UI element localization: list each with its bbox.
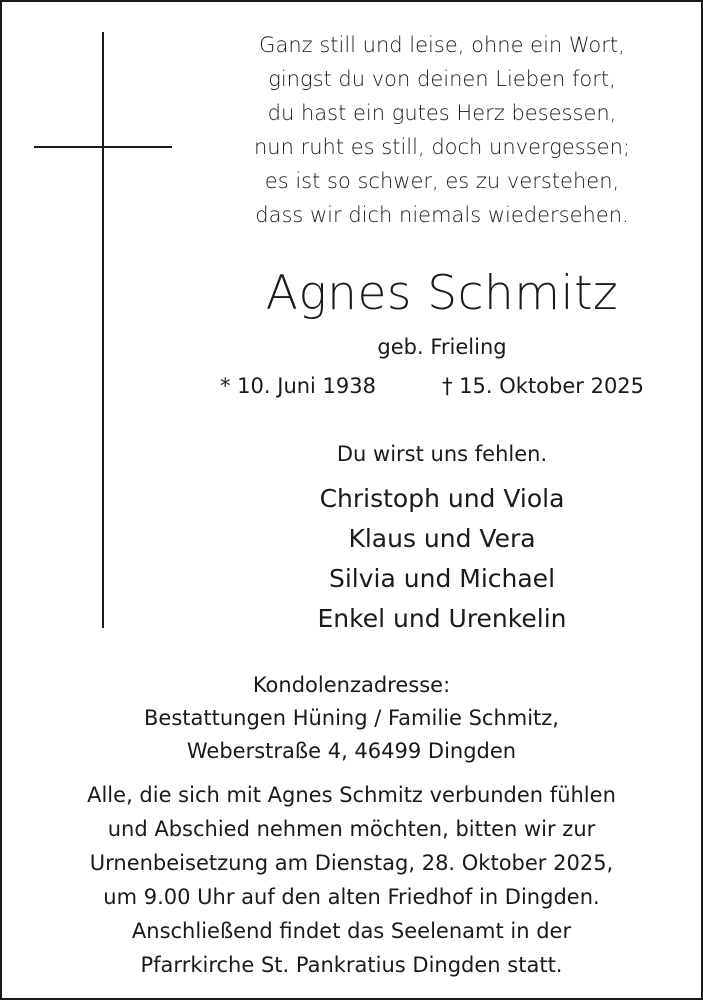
notice-line: Pfarrkirche St. Pankratius Dingden statt. — [140, 953, 563, 977]
mourner-entry: Silvia und Michael — [328, 564, 556, 593]
mourner-entry: Enkel und Urenkelin — [317, 604, 567, 633]
notice-line: Alle, die sich mit Agnes Schmitz verbunden fühlen — [87, 783, 616, 807]
condolence-line: Kondolenzadresse: — [252, 673, 451, 697]
poem-line: gingst du von deinen Lieben fort, — [268, 67, 616, 91]
funeral-notice — [2, 778, 701, 982]
notice-line: Anschließend findet das Seelenamt in der — [131, 919, 572, 943]
poem-line: es ist so schwer, es zu verstehen, — [264, 169, 620, 193]
mourner-entry: Klaus und Vera — [348, 524, 536, 553]
cross-icon-vertical-bar — [102, 32, 104, 628]
poem-line: du hast ein gutes Herz besessen, — [267, 101, 617, 125]
poem-line: dass wir dich niemals wiedersehen. — [255, 203, 629, 227]
maiden-name: geb. Frieling — [377, 335, 507, 359]
poem-line: Ganz still und leise, ohne ein Wort, — [259, 33, 625, 57]
deceased-name: Agnes Schmitz — [265, 266, 619, 321]
mourner-entry: Christoph und Viola — [319, 484, 565, 513]
notice-line: und Abschied nehmen möchten, bitten wir zur — [107, 817, 596, 841]
condolence-line: Weberstraße 4, 46499 Dingden — [186, 739, 517, 763]
condolence-address — [2, 669, 701, 768]
poem — [217, 28, 667, 232]
poem-line: nun ruht es still, doch unvergessen; — [254, 135, 630, 159]
death-date: † 15. Oktober 2025 — [442, 374, 645, 398]
notice-line: Urnenbeisetzung am Dienstag, 28. Oktober 2025, — [89, 851, 614, 875]
mourners-list — [217, 479, 667, 639]
farewell-message: Du wirst uns fehlen. — [336, 442, 548, 466]
birth-date: * 10. Juni 1938 — [220, 374, 377, 398]
condolence-line: Bestattungen Hüning / Familie Schmitz, — [144, 706, 559, 730]
notice-line: um 9.00 Uhr auf den alten Friedhof in Dingden. — [103, 885, 600, 909]
cross-icon-horizontal-bar — [34, 146, 172, 148]
